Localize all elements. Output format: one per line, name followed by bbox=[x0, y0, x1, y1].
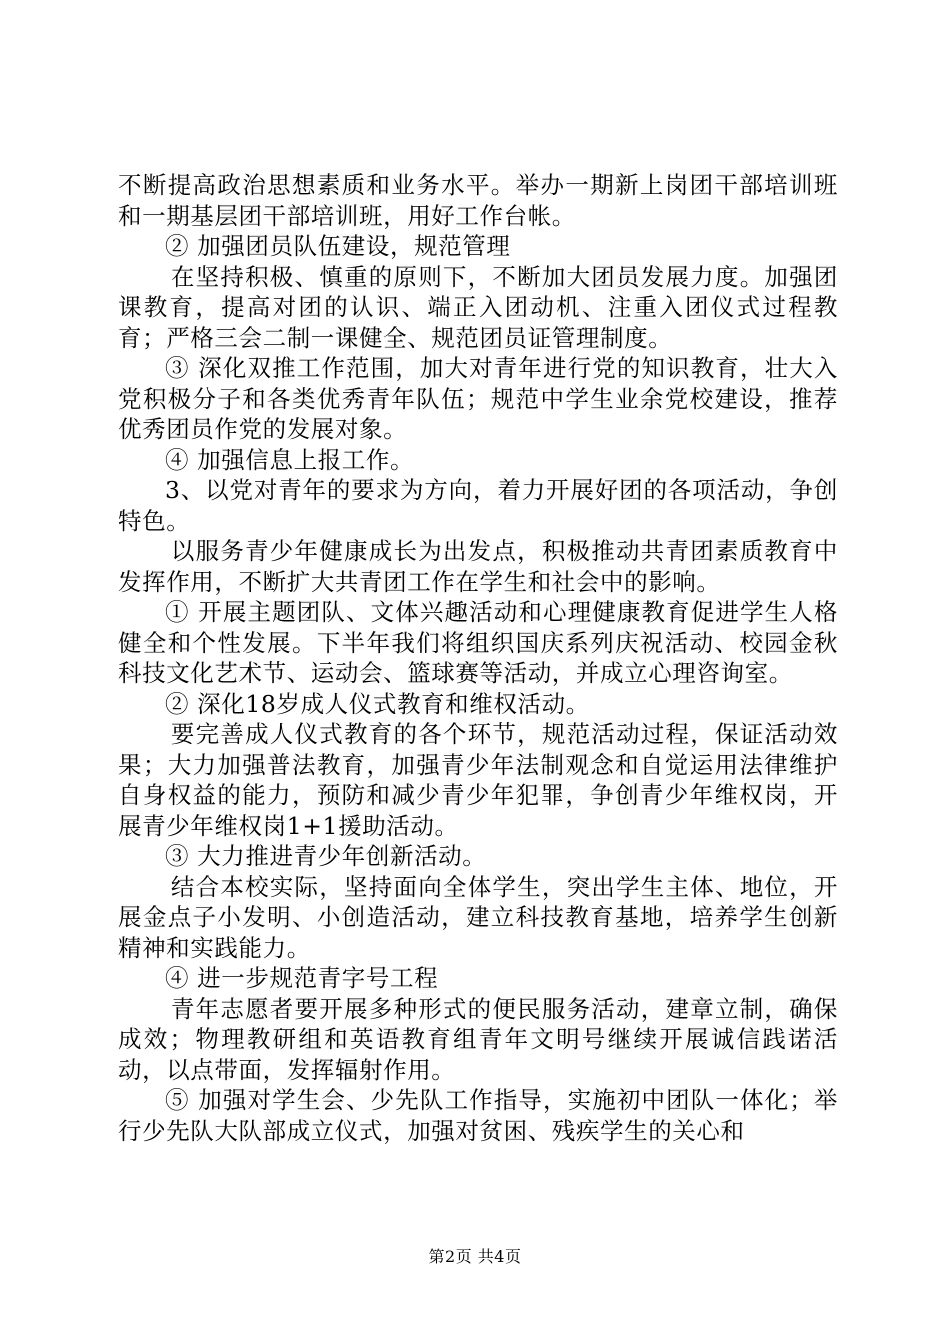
document-body bbox=[118, 170, 838, 1146]
paragraph-3: 在坚持积极、慎重的原则下，不断加大团员发展力度。加强团课教育，提高对团的认识、端正入团动机、注重入团仪式过程教育；严格三会二制一课健全、规范团员证管理制度。 bbox=[118, 262, 838, 352]
paragraph-5: ④ 加强信息上报工作。 bbox=[165, 445, 415, 474]
paragraph-8: ① 开展主题团队、文体兴趣活动和心理健康教育促进学生人格健全和个性发展。下半年我们将组织国庆系列庆祝活动、校园金秋科技文化艺术节、运动会、篮球赛等活动，并成立心理咨询室。 bbox=[118, 598, 838, 687]
paragraph-15: ⑤ 加强对学生会、少先队工作指导，实施初中团队一体化；举行少先队大队部成立仪式，加强对贫困、残疾学生的关心和 bbox=[118, 1086, 838, 1145]
paragraph-12: 结合本校实际，坚持面向全体学生，突出学生主体、地位，开展金点子小发明、小创造活动，建立科技教育基地，培养学生创新精神和实践能力。 bbox=[118, 872, 838, 962]
paragraph-14: 青年志愿者要开展多种形式的便民服务活动，建章立制，确保成效；物理教研组和英语教育组青年文明号继续开展诚信践诺活动，以点带面，发挥辐射作用。 bbox=[118, 994, 838, 1084]
paragraph-11: ③ 大力推进青少年创新活动。 bbox=[165, 842, 487, 870]
paragraph-10: 要完善成人仪式教育的各个环节，规范活动过程，保证活动效果；大力加强普法教育，加强青少年法制观念和自觉运用法律维护自身权益的能力，预防和减少青少年犯罪，争创青少年维权岗，开展青少年维权岗1+1援助活动。 bbox=[118, 720, 838, 840]
paragraph-7: 以服务青少年健康成长为出发点，积极推动共青团素质教育中发挥作用，不断扩大共青团工作在学生和社会中的影响。 bbox=[118, 537, 838, 596]
paragraph-2: ② 加强团员队伍建设，规范管理 bbox=[165, 232, 511, 260]
paragraph-1: 不断提高政治思想素质和业务水平。举办一期新上岗团干部培训班和一期基层团干部培训班，用好工作台帐。 bbox=[118, 171, 838, 230]
paragraph-13: ④ 进一步规范青字号工程 bbox=[165, 964, 439, 992]
paragraph-9: ② 深化18岁成人仪式教育和维权活动。 bbox=[165, 689, 590, 718]
paragraph-4: ③ 深化双推工作范围，加大对青年进行党的知识教育，壮大入党积极分子和各类优秀青年队伍；规范中学生业余党校建设，推荐优秀团员作党的发展对象。 bbox=[118, 354, 838, 443]
paragraph-6: 3、以党对青年的要求为方向，着力开展好团的各项活动，争创特色。 bbox=[118, 476, 838, 535]
page-number-footer: 第2页 共4页 bbox=[428, 1247, 522, 1266]
